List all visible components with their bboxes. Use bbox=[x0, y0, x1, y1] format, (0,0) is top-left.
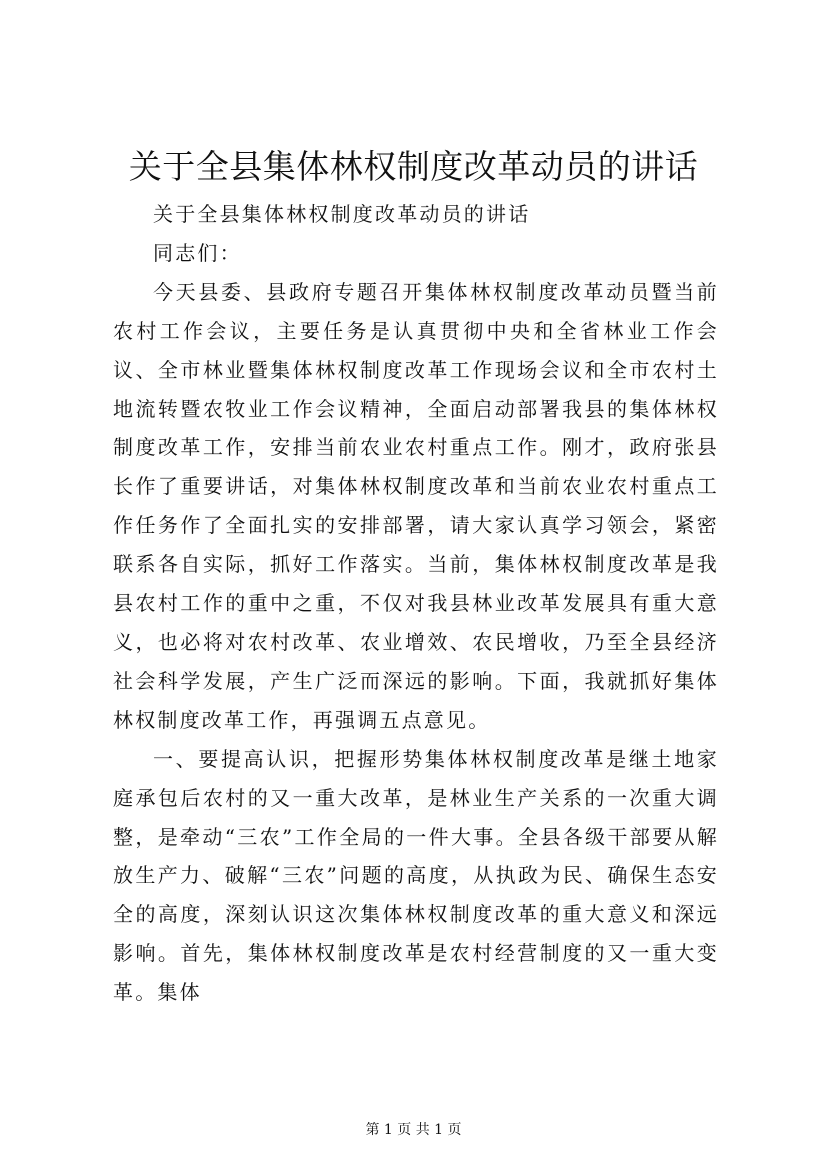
subtitle-paragraph: 关于全县集体林权制度改革动员的讲话 bbox=[153, 202, 531, 226]
salutation-paragraph: 同志们： bbox=[153, 240, 242, 265]
document-title: 关于全县集体林权制度改革动员的讲话 bbox=[128, 147, 699, 186]
body-paragraph: 今天县委、县政府专题召开集体林权制度改革动员暨当前农村工作会议，主要任务是认真贯彻中央和全省林业工作会议、全市林业暨集体林权制度改革工作现场会议和全市农村土地流转暨农牧业工作会议精神，全面启动部署我县的集体林权制度改革工作，安排当前农业农村重点工作。刚才，政府张县长作了重要讲话，对集体林权制度改革和当前农业农村重点工作任务作了全面扎实的安排部署，请大家认真学习领会，紧密联系各自实际，抓好工作落实。当前，集体林权制度改革是我县农村工作的重中之重，不仅对我县林业改革发展具有重大意义，也必将对农村改革、农业增效、农民增收，乃至全县经济社会科学发展，产生广泛而深远的影响。下面，我就抓好集体林权制度改革工作，再强调五点意见。 bbox=[113, 279, 719, 732]
document-body bbox=[113, 195, 719, 1012]
page-footer: 第 1 页 共 1 页 bbox=[365, 1122, 462, 1138]
body-paragraph: 一、要提高认识，把握形势集体林权制度改革是继土地家庭承包后农村的又一重大改革，是林业生产关系的一次重大调整，是牵动“三农”工作全局的一件大事。全县各级干部要从解放生产力、破解“三农”问题的高度，从执政为民、确保生态安全的高度，深刻认识这次集体林权制度改革的重大意义和深远影响。首先，集体林权制度改革是农村经营制度的又一重大变革。集体 bbox=[113, 746, 719, 1005]
